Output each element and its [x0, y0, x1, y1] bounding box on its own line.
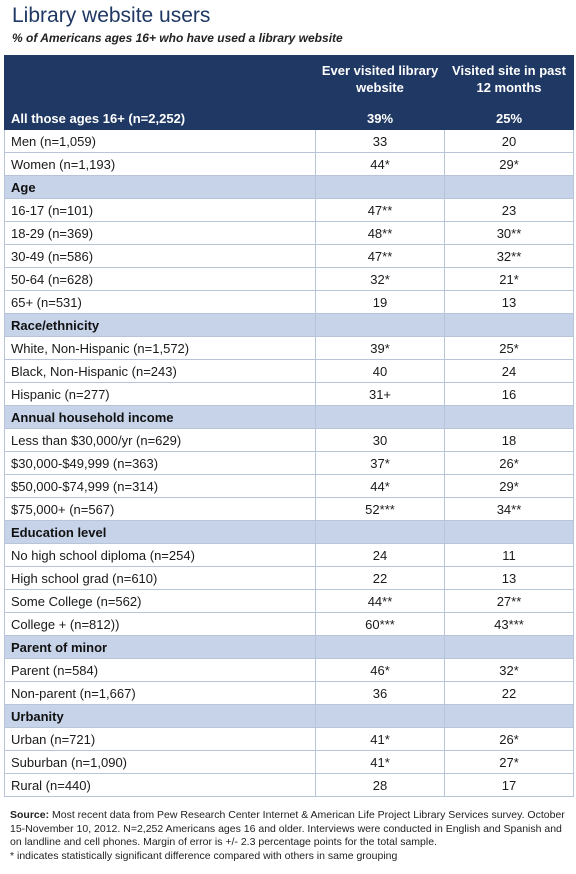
row-label: College + (n=812))	[5, 613, 316, 636]
section-header-row	[5, 636, 574, 659]
row-label: 65+ (n=531)	[5, 291, 316, 314]
row-label: Black, Non-Hispanic (n=243)	[5, 360, 316, 383]
ever-visited-value: 39*	[316, 337, 445, 360]
table-row	[5, 383, 574, 406]
ever-visited-value: 31+	[316, 383, 445, 406]
section-header-row	[5, 521, 574, 544]
ever-visited-value: 24	[316, 544, 445, 567]
all-respondents-row	[5, 107, 574, 130]
all-respondents-past-year: 25%	[445, 107, 574, 130]
table-row	[5, 544, 574, 567]
row-label: Some College (n=562)	[5, 590, 316, 613]
section-empty-cell	[445, 705, 574, 728]
table-row	[5, 268, 574, 291]
data-table	[4, 55, 574, 797]
section-empty-cell	[316, 406, 445, 429]
ever-visited-value: 33	[316, 130, 445, 153]
ever-visited-value: 47**	[316, 199, 445, 222]
ever-visited-value: 52***	[316, 498, 445, 521]
table-row	[5, 567, 574, 590]
visited-past-year-value: 43***	[445, 613, 574, 636]
header-visited-past-year: Visited site in past 12 months	[445, 56, 574, 107]
table-row	[5, 199, 574, 222]
row-label: White, Non-Hispanic (n=1,572)	[5, 337, 316, 360]
visited-past-year-value: 29*	[445, 153, 574, 176]
ever-visited-value: 44**	[316, 590, 445, 613]
table-row	[5, 291, 574, 314]
table-row	[5, 659, 574, 682]
section-header-row	[5, 705, 574, 728]
ever-visited-value: 60***	[316, 613, 445, 636]
table-row	[5, 613, 574, 636]
row-label: $75,000+ (n=567)	[5, 498, 316, 521]
row-label: Men (n=1,059)	[5, 130, 316, 153]
section-empty-cell	[316, 176, 445, 199]
table-row	[5, 429, 574, 452]
ever-visited-value: 44*	[316, 153, 445, 176]
significance-note: * indicates statistically significant difference compared with others in same grouping	[10, 849, 398, 862]
ever-visited-value: 36	[316, 682, 445, 705]
visited-past-year-value: 18	[445, 429, 574, 452]
all-respondents-ever: 39%	[316, 107, 445, 130]
ever-visited-value: 19	[316, 291, 445, 314]
visited-past-year-value: 17	[445, 774, 574, 797]
source-label: Source:	[10, 809, 50, 821]
page-title: Library website users	[12, 4, 211, 27]
section-empty-cell	[316, 521, 445, 544]
source-text: Most recent data from Pew Research Center Internet & American Life Project Library Services survey. October 15-November 10, 2012. N=2,252 Americans ages 16 and older. Interviews were conducted in English and Spanish and on landline and cell phones. Margin of error is +/- 2.3 percentage points for the total sample.	[10, 809, 565, 848]
visited-past-year-value: 22	[445, 682, 574, 705]
table-row	[5, 222, 574, 245]
section-empty-cell	[445, 406, 574, 429]
visited-past-year-value: 34**	[445, 498, 574, 521]
section-empty-cell	[445, 314, 574, 337]
ever-visited-value: 37*	[316, 452, 445, 475]
section-label: Education level	[5, 521, 316, 544]
table-row	[5, 751, 574, 774]
section-empty-cell	[316, 314, 445, 337]
visited-past-year-value: 20	[445, 130, 574, 153]
table-row	[5, 475, 574, 498]
ever-visited-value: 41*	[316, 728, 445, 751]
row-label: 30-49 (n=586)	[5, 245, 316, 268]
table-row	[5, 682, 574, 705]
section-label: Annual household income	[5, 406, 316, 429]
visited-past-year-value: 13	[445, 291, 574, 314]
section-empty-cell	[445, 521, 574, 544]
ever-visited-value: 46*	[316, 659, 445, 682]
row-label: Rural (n=440)	[5, 774, 316, 797]
visited-past-year-value: 11	[445, 544, 574, 567]
section-label: Urbanity	[5, 705, 316, 728]
ever-visited-value: 30	[316, 429, 445, 452]
visited-past-year-value: 16	[445, 383, 574, 406]
row-label: Less than $30,000/yr (n=629)	[5, 429, 316, 452]
visited-past-year-value: 24	[445, 360, 574, 383]
table-row	[5, 774, 574, 797]
row-label: Hispanic (n=277)	[5, 383, 316, 406]
table-row	[5, 728, 574, 751]
row-label: Non-parent (n=1,667)	[5, 682, 316, 705]
source-note	[10, 809, 570, 850]
visited-past-year-value: 32*	[445, 659, 574, 682]
section-empty-cell	[316, 705, 445, 728]
ever-visited-value: 32*	[316, 268, 445, 291]
section-header-row	[5, 314, 574, 337]
row-label: No high school diploma (n=254)	[5, 544, 316, 567]
row-label: 16-17 (n=101)	[5, 199, 316, 222]
table-row	[5, 360, 574, 383]
table-row	[5, 337, 574, 360]
row-label: Suburban (n=1,090)	[5, 751, 316, 774]
visited-past-year-value: 29*	[445, 475, 574, 498]
row-label: $30,000-$49,999 (n=363)	[5, 452, 316, 475]
section-header-row	[5, 406, 574, 429]
table-row	[5, 498, 574, 521]
table-row	[5, 130, 574, 153]
visited-past-year-value: 30**	[445, 222, 574, 245]
section-label: Race/ethnicity	[5, 314, 316, 337]
visited-past-year-value: 26*	[445, 728, 574, 751]
visited-past-year-value: 21*	[445, 268, 574, 291]
ever-visited-value: 40	[316, 360, 445, 383]
ever-visited-value: 22	[316, 567, 445, 590]
row-label: Women (n=1,193)	[5, 153, 316, 176]
header-row	[5, 56, 574, 107]
table-row	[5, 590, 574, 613]
footnote	[10, 809, 570, 863]
section-empty-cell	[445, 176, 574, 199]
ever-visited-value: 41*	[316, 751, 445, 774]
visited-past-year-value: 27*	[445, 751, 574, 774]
ever-visited-value: 44*	[316, 475, 445, 498]
all-respondents-label: All those ages 16+ (n=2,252)	[5, 107, 316, 130]
visited-past-year-value: 13	[445, 567, 574, 590]
visited-past-year-value: 32**	[445, 245, 574, 268]
table-row	[5, 452, 574, 475]
visited-past-year-value: 26*	[445, 452, 574, 475]
row-label: $50,000-$74,999 (n=314)	[5, 475, 316, 498]
header-ever-visited: Ever visited library website	[316, 56, 445, 107]
row-label: 50-64 (n=628)	[5, 268, 316, 291]
header-label-cell	[5, 56, 316, 107]
row-label: 18-29 (n=369)	[5, 222, 316, 245]
section-header-row	[5, 176, 574, 199]
ever-visited-value: 48**	[316, 222, 445, 245]
table-row	[5, 245, 574, 268]
section-empty-cell	[316, 636, 445, 659]
row-label: Parent (n=584)	[5, 659, 316, 682]
row-label: High school grad (n=610)	[5, 567, 316, 590]
section-label: Parent of minor	[5, 636, 316, 659]
row-label: Urban (n=721)	[5, 728, 316, 751]
visited-past-year-value: 27**	[445, 590, 574, 613]
ever-visited-value: 28	[316, 774, 445, 797]
section-empty-cell	[445, 636, 574, 659]
visited-past-year-value: 25*	[445, 337, 574, 360]
ever-visited-value: 47**	[316, 245, 445, 268]
section-label: Age	[5, 176, 316, 199]
table-row	[5, 153, 574, 176]
visited-past-year-value: 23	[445, 199, 574, 222]
page-subtitle: % of Americans ages 16+ who have used a library website	[12, 31, 343, 45]
